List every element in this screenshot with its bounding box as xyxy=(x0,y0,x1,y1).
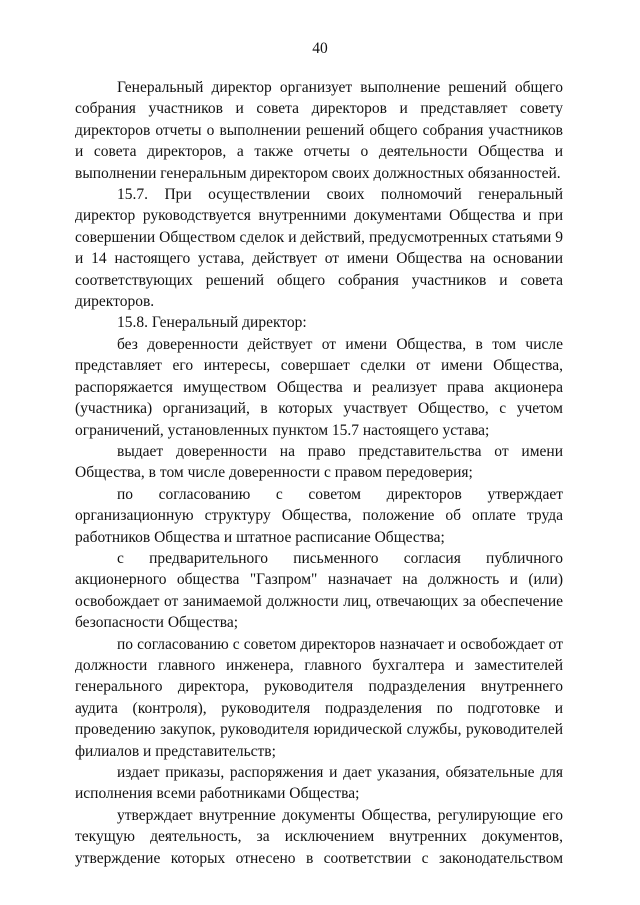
paragraph-appoints-security-officers: с предварительного письменного согласия публичного акционерного общества "Газпром" назначает на должность и (или) освобождает от занимаемой должности лиц, отвечающих за обеспечение безопасности Общества; xyxy=(75,549,563,632)
paragraph-approves-org-structure: по согласованию с советом директоров утверждает организационную структуру Общества, положение об оплате труда работников Общества и штатное расписание Общества; xyxy=(75,485,563,546)
paragraph-issues-powers-of-attorney: выдает доверенности на право представительства от имени Общества, в том числе доверенности с правом передоверия; xyxy=(75,442,563,482)
paragraph-appoints-senior-managers: по согласованию с советом директоров назначает и освобождает от должности главного инженера, главного бухгалтера и заместителей генерального директора, руководителя подразделения внутреннего аудита (контроля), руководителя подразделения по подготовке и проведению закупок, руководителя юридической службы, руководителей филиалов и представительств; xyxy=(75,635,563,760)
document-body xyxy=(75,77,563,869)
page-number: 40 xyxy=(312,40,328,57)
paragraph-approves-internal-documents: утверждает внутренние документы Общества, регулирующие его текущую деятельность, за исключением внутренних документов, утверждение которых отнесено в соответствии с законодательством xyxy=(75,806,563,867)
paragraph-ceo-organizes-decisions: Генеральный директор организует выполнение решений общего собрания участников и совета директоров и представляет совету директоров отчеты о выполнении решений общего собрания участников и совета директоров, а также отчеты о деятельности Общества и выполнении генеральным директором своих должностных обязанностей. xyxy=(75,79,563,182)
paragraph-15-7: 15.7. При осуществлении своих полномочий генеральный директор руководствуется внутренними документами Общества и при совершении Обществом сделок и действий, предусмотренных статьями 9 и 14 настоящего устава, действует от имени Общества на основании соответствующих решений общего собрания участников и совета директоров. xyxy=(75,186,563,311)
paragraph-15-8-heading: 15.8. Генеральный директор: xyxy=(117,314,307,332)
paragraph-acts-without-power-of-attorney: без доверенности действует от имени Общества, в том числе представляет его интересы, совершает сделки от имени Общества, распоряжается имуществом Общества и реализует права акционера (участника) организаций, в которых участвует Общество, с учетом ограничений, установленных пунктом 15.7 настоящего устава; xyxy=(75,335,563,439)
paragraph-issues-orders: издает приказы, распоряжения и дает указания, обязательные для исполнения всеми работниками Общества; xyxy=(75,764,563,803)
